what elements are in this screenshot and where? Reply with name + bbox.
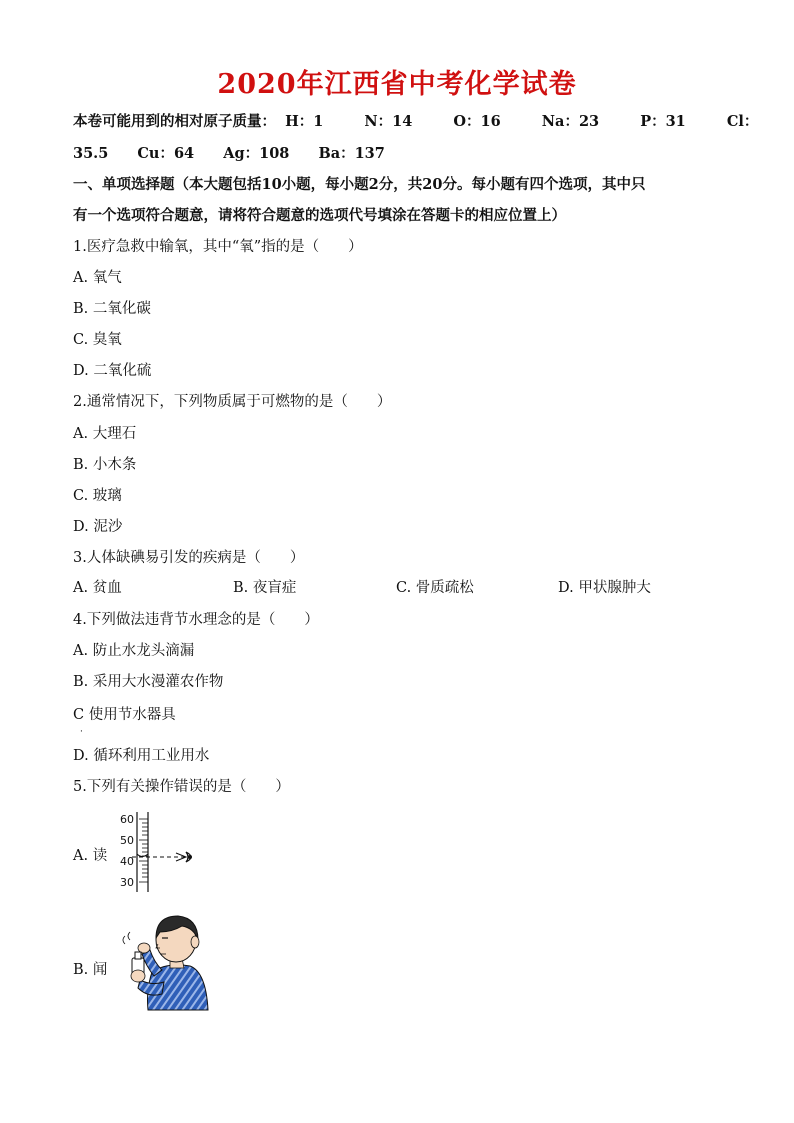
eye-pupil: [188, 855, 192, 859]
holding-hand: [131, 970, 145, 982]
atomic-mass-line-1: [73, 110, 758, 131]
ear: [191, 936, 199, 948]
question-3-option-b[interactable]: B. 夜盲症: [233, 580, 297, 596]
person-smelling-figure: [112, 910, 212, 1012]
mass-ba: Ba：137: [318, 145, 385, 162]
mass-na: Na：23: [541, 113, 600, 130]
question-2-stem: 2.通常情况下，下列物质属于可燃物的是（ ）: [73, 394, 392, 410]
section-heading-line-1: 一、单项选择题（本大题包括10小题，每小题2分，共20分。每小题有四个选项，其中只: [73, 176, 646, 193]
question-2-option-a[interactable]: A. 大理石: [73, 426, 137, 442]
question-4-option-d[interactable]: D. 循环利用工业用水: [73, 748, 210, 764]
question-5-stem: 5.下列有关操作错误的是（ ）: [73, 779, 290, 795]
question-4-option-b[interactable]: B. 采用大水漫灌农作物: [73, 674, 224, 690]
graduated-cylinder-figure: [112, 810, 212, 894]
stray-mark: ·: [80, 727, 83, 737]
mass-cu: Cu：64: [137, 145, 195, 162]
tick-label-30: 30: [120, 876, 134, 889]
tick-label-40: 40: [120, 855, 134, 868]
question-2-option-d[interactable]: D. 泥沙: [73, 519, 123, 535]
question-3-option-d[interactable]: D. 甲状腺肿大: [558, 580, 651, 596]
question-1-stem: 1.医疗急救中输氧，其中“氧”指的是（ ）: [73, 239, 363, 255]
waving-arm: [142, 950, 162, 976]
question-3-option-a[interactable]: A. 贫血: [73, 580, 122, 596]
atomic-mass-line-2: [73, 142, 385, 163]
question-1-option-c[interactable]: C. 臭氧: [73, 332, 122, 348]
question-5-option-a[interactable]: A. 读: [73, 848, 108, 864]
question-1-option-a[interactable]: A. 氧气: [73, 270, 122, 286]
question-4-option-c[interactable]: C 使用节水器具: [73, 707, 176, 723]
mass-n: N：14: [364, 113, 413, 130]
question-5-option-b[interactable]: B. 闻: [73, 962, 108, 978]
mass-cl: Cl：: [726, 113, 759, 130]
tick-label-50: 50: [120, 834, 134, 847]
question-1-option-d[interactable]: D. 二氧化硫: [73, 363, 152, 379]
mass-h: H：1: [285, 113, 324, 130]
cylinder-graduations: [139, 819, 148, 882]
tick-label-60: 60: [120, 813, 134, 826]
question-1-option-b[interactable]: B. 二氧化碳: [73, 301, 151, 317]
bottle-neck: [135, 952, 141, 959]
question-2-option-c[interactable]: C. 玻璃: [73, 488, 122, 504]
atomic-mass-intro: 本卷可能用到的相对原子质量：: [73, 113, 276, 130]
vapour-lines: [128, 932, 130, 940]
section-heading-line-2: 有一个选项符合题意，请将符合题意的选项代号填涂在答题卡的相应位置上）: [73, 207, 566, 224]
question-4-stem: 4.下列做法违背节水理念的是（ ）: [73, 612, 319, 628]
mass-p: P：31: [640, 113, 686, 130]
mass-o: O：16: [453, 113, 501, 130]
question-2-option-b[interactable]: B. 小木条: [73, 457, 137, 473]
question-4-option-a[interactable]: A. 防止水龙头滴漏: [73, 643, 195, 659]
mass-ag: Ag：108: [223, 145, 290, 162]
exam-title: 2020年江西省中考化学试卷: [217, 69, 577, 100]
question-3-stem: 3.人体缺碘易引发的疾病是（ ）: [73, 550, 305, 566]
mass-cl-value: 35.5: [73, 145, 109, 162]
question-3-option-c[interactable]: C. 骨质疏松: [396, 580, 474, 596]
vapour-line-2: [123, 936, 125, 944]
